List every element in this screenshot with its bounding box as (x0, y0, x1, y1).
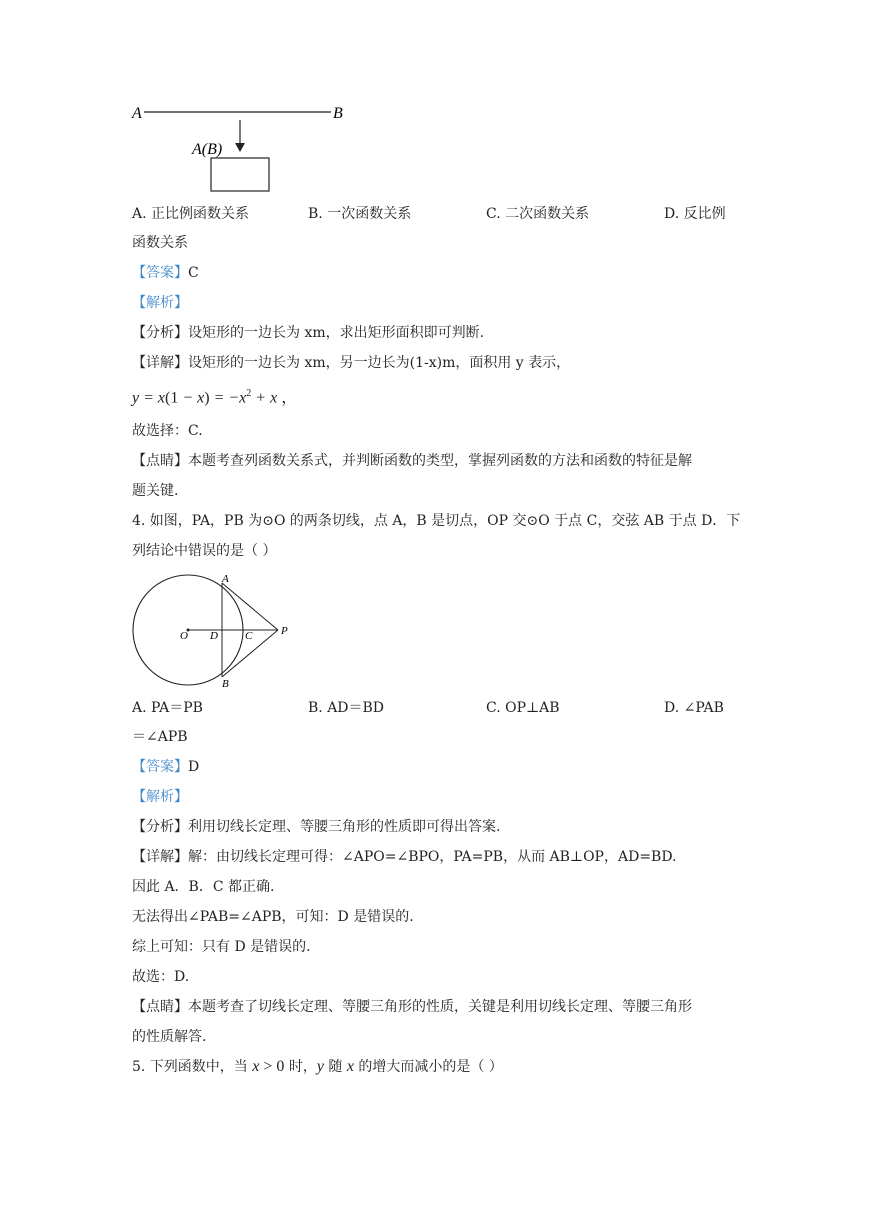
answer-value: D (188, 759, 200, 775)
rectangle (211, 158, 269, 191)
q4-figure (128, 570, 298, 690)
q3-option-c: C. 二次函数关系 (486, 206, 590, 222)
q5-stem: 5. 下列函数中，当 x > 0 时，y 随 x 的增大而减小的是（ ） (132, 1058, 503, 1075)
label-a: A (222, 573, 229, 585)
q3-option-a: A. 正比例函数关系 (132, 206, 250, 222)
q3-choose: 故选择：C. (132, 423, 203, 439)
label-ab: A(B) (192, 141, 223, 158)
q4-analysis-tag: 【解析】 (132, 789, 188, 805)
q3-formula: $y = x(1 - x) = -x^2 + x$ ， (132, 388, 298, 407)
q4-option-c: C. OP⊥AB (486, 700, 560, 716)
q3-dianjing-1: 【点睛】本题考查列函数关系式，并判断函数的类型，掌握列函数的方法和函数的特征是解 (132, 453, 692, 469)
label-p: P (281, 625, 288, 637)
q4-choose: 故选：D. (132, 969, 190, 985)
q4-dianjing-1: 【点睛】本题考查了切线长定理、等腰三角形的性质，关键是利用切线长定理、等腰三角形 (132, 999, 692, 1015)
label-b: B (333, 105, 343, 122)
q3-fenxi: 【分析】设矩形的一边长为 xm，求出矩形面积即可判断. (132, 325, 485, 341)
label-c: C (245, 630, 253, 642)
q3-analysis-tag: 【解析】 (132, 295, 188, 311)
q3-option-b: B. 一次函数关系 (308, 206, 412, 222)
q4-xiangjie: 【详解】解：由切线长定理可得：∠APO=∠BPO，PA=PB，从而 AB⊥OP，AD=BD. (132, 849, 677, 865)
q3-dianjing-2: 题关键. (132, 483, 179, 499)
q3-option-d-cont: 函数关系 (132, 235, 188, 251)
q3-option-d: D. 反比例 (664, 206, 726, 222)
q4-stem-1: 4. 如图，PA，PB 为⊙O 的两条切线，点 A，B 是切点，OP 交⊙O 于点 C，交弦 AB 于点 D．下 (132, 513, 741, 529)
label-d: D (210, 630, 218, 642)
q4-option-d-cont: ＝∠APB (132, 729, 188, 745)
q3-figure (126, 98, 356, 198)
q4-dianjing-2: 的性质解答. (132, 1029, 207, 1045)
arrow-down-icon (235, 143, 245, 152)
tangent-pa (222, 583, 278, 630)
q4-fenxi: 【分析】利用切线长定理、等腰三角形的性质即可得出答案. (132, 819, 501, 835)
q4-line-a: 因此 A．B．C 都正确. (132, 879, 275, 895)
q4-option-a: A. PA＝PB (132, 700, 203, 716)
q4-stem-2: 列结论中错误的是（ ） (132, 543, 277, 559)
label-a: A (132, 105, 142, 122)
answer-value: C (188, 265, 199, 281)
label-b: B (222, 678, 229, 690)
answer-tag: 【答案】 (132, 265, 188, 281)
q4-option-d: D. ∠PAB (664, 700, 724, 716)
q4-line-b: 无法得出∠PAB=∠APB，可知：D 是错误的. (132, 909, 414, 925)
label-o: O (180, 630, 188, 642)
q4-answer (132, 757, 199, 777)
q4-line-c: 综上可知：只有 D 是错误的. (132, 939, 311, 955)
q4-option-b: B. AD＝BD (308, 700, 385, 716)
q3-answer (132, 263, 199, 283)
answer-tag: 【答案】 (132, 759, 188, 775)
q3-xiangjie: 【详解】设矩形的一边长为 xm，另一边长为(1-x)m，面积用 y 表示， (132, 355, 571, 371)
